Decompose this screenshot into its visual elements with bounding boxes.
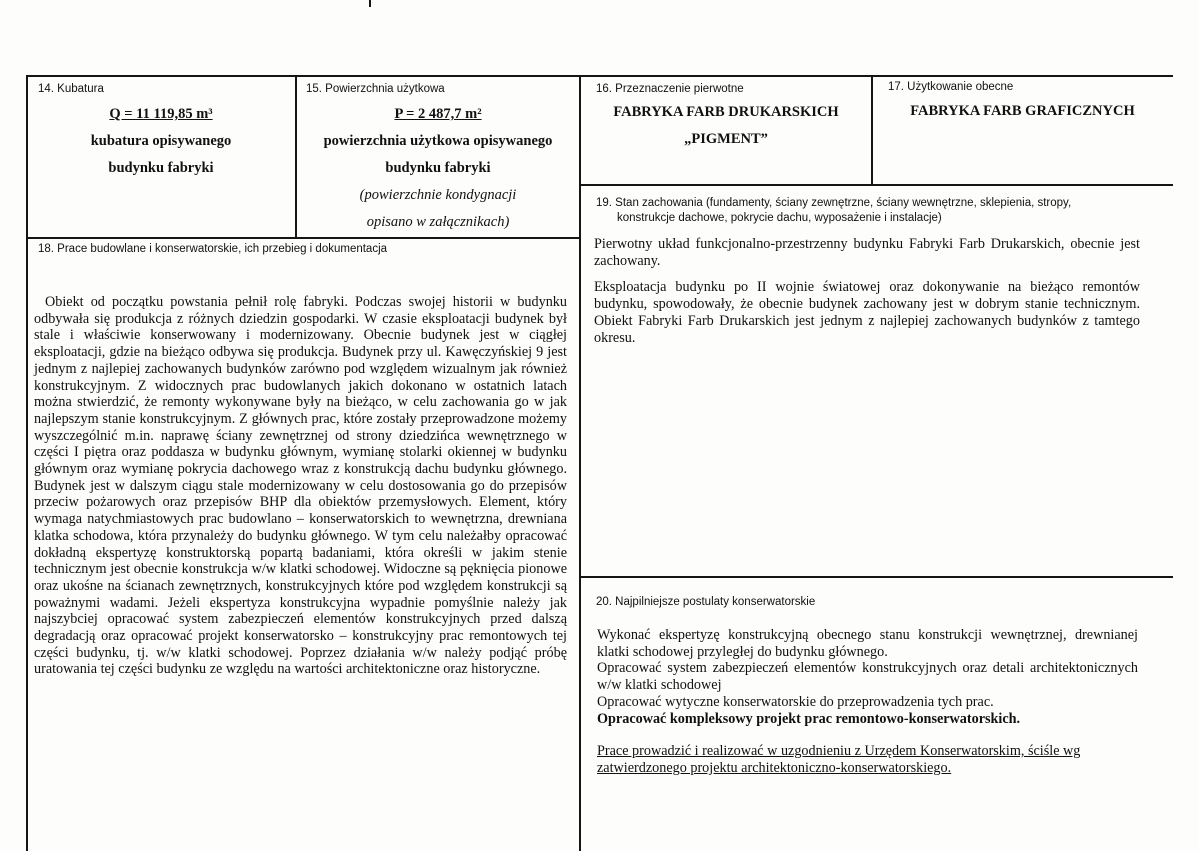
area-note-line2: opisano w załącznikach) xyxy=(366,214,510,230)
section-19-label-line1: 19. Stan zachowania (fundamenty, ściany zewnętrzne, ściany wewnętrzne, sklepienia, stropy, xyxy=(596,197,1072,209)
grid-left-mid-line xyxy=(26,237,581,239)
preservation-para1: Pierwotny układ funkcjonalno-przestrzenny budynku Fabryki Farb Drukarskich, obecnie jest zachowany. xyxy=(594,236,1140,269)
section-14-label: 14. Kubatura xyxy=(38,83,104,95)
original-purpose-line1: FABRYKA FARB DRUKARSKICH xyxy=(613,104,839,120)
cubature-value: Q = 11 119,85 m³ xyxy=(109,106,213,122)
grid-right-lower-line xyxy=(579,576,1173,578)
section-17-cell xyxy=(874,98,1171,125)
section-20-label: 20. Najpilniejsze postulaty konserwatorskie xyxy=(596,596,816,608)
area-note-line1: (powierzchnie kondygnacji xyxy=(359,187,517,203)
postulate-item3: Opracować wytyczne konserwatorskie do przeprowadzenia tych prac. xyxy=(597,693,994,710)
section-15-label: 15. Powierzchnia użytkowa xyxy=(306,83,445,95)
grid-left-border xyxy=(26,75,28,851)
grid-divider-14-15 xyxy=(295,75,297,237)
top-tick xyxy=(369,0,371,7)
grid-center-divider xyxy=(579,75,581,851)
original-purpose-line2: „PIGMENT” xyxy=(684,131,768,147)
grid-right-mid-line xyxy=(579,184,1173,186)
section-17-label: 17. Użytkowanie obecne xyxy=(888,81,1014,93)
postulate-closing: Prace prowadzić i realizować w uzgodnieniu z Urzędem Konserwatorskim, ściśle wg zatwierdzonego projektu architektoniczno-konserwatorskiego. xyxy=(597,743,1081,776)
section-16-cell xyxy=(583,99,869,153)
construction-works-text: Obiekt od początku powstania pełnił rolę fabryki. Podczas swojej historii w budynku odbywała się produkcja z różnych dziedzin gospodarki. W czasie eksploatacji budynek był stale i właściwie konserwowany i modernizowany. Obecnie budynek jest w ciągłej eksploatacji, gdzie na bieżąco odbywa się produkcja. Budynek przy ul. Kawęczyńskiej 9 jest jednym z najlepiej zachowanych budynków zarówno pod względem wizualnym jak również konstrukcyjnym. Z widocznych prac budowlanych jakich dokonano w ostatnich latach można stwierdzić, że remonty wykonywane były na bieżąco, w celu zachowania go w jak najlepszym stanie konstrukcyjnym. Z głównych prac, które zostały przeprowadzone możemy wyszczególnić m.in. naprawę ściany zewnętrznej od strony dziedzińca wewnętrznego w części I piętra oraz poddasza w budynku głównym, wymianę stolarki okiennej w budynku głównym oraz wymianę pokrycia dachowego wraz z konstrukcją dachu budynku głównego. Budynek jest w dalszym ciągu stale modernizowany w celu dostosowania go do przepisów przeciw pożarowych oraz przepisów BHP dla obiektów przemysłowych. Element, który wymaga natychmiastowych prac budowlano – konserwatorskich to wewnętrzna, drewniana klatka schodowa, która przynależy do budynku głównego. W tym celu należałby opracować dokładną ekspertyzę konstruktorską popartą badaniami, która określi w jakim stenie technicznym jest obecnie konstrukcja w/w klatki schodowej. Widoczne są pęknięcia pionowe oraz ukośne na ścianach zewnętrznych, konstrukcyjnych które pod względem konstrukcji są poważnymi wadami. Jeżeli ekspertyza konstrukcyjna wypadnie pomyślnie należy jak najszybciej opracować system zabezpieczeń elementów konstrukcyjnych przed dalszą degradacją oraz opracować projekt konserwatorsko – konstrukcyjny prac remontowych tej części budynku, tj. w/w klatki schodowej. Poprzez działania w/w należy podjąć próbę uratowania tej części budynku ze względu na wartości architektoniczne oraz historyczne. xyxy=(34,294,567,678)
postulate-item4: Opracować kompleksowy projekt prac remontowo-konserwatorskich. xyxy=(597,710,1021,727)
postulate-item1: Wykonać ekspertyzę konstrukcyjną obecnego stanu konstrukcji wewnętrznej, drewnianej klatki schodowej przyległej do budynku głównego. xyxy=(597,627,1138,660)
section-19-body xyxy=(594,236,1140,346)
section-20-body xyxy=(597,627,1138,777)
cubature-desc-line1: kubatura opisywanego xyxy=(90,133,232,149)
cubature-desc-line2: budynku fabryki xyxy=(108,160,214,176)
section-19-label-line2: konstrukcje dachowe, pokrycie dachu, wyposażenie i instalacje) xyxy=(617,212,942,224)
grid-divider-16-17 xyxy=(871,75,873,185)
area-value: P = 2 487,7 m² xyxy=(394,106,482,122)
section-15-cell xyxy=(298,101,578,236)
area-desc-line1: powierzchnia użytkowa opisywanego xyxy=(323,133,553,149)
current-use-value: FABRYKA FARB GRAFICZNYCH xyxy=(910,103,1135,119)
section-18-body xyxy=(34,294,567,678)
section-14-cell xyxy=(30,101,292,182)
preservation-para2: Eksploatacja budynku po II wojnie światowej oraz dokonywanie na bieżąco remontów budynku, spowodowały, że obecnie budynek zachowany jest w dobrym stanie technicznym. Obiekt Fabryki Farb Drukarskich jest jednym z najlepiej zachowanych budynków z tamtego okresu. xyxy=(594,279,1140,346)
section-18-label: 18. Prace budowlane i konserwatorskie, ich przebieg i dokumentacja xyxy=(38,243,388,255)
grid-top-line xyxy=(26,75,1173,77)
postulate-item2: Opracować system zabezpieczeń elementów konstrukcyjnych oraz detali architektonicznych w/w klatki schodowej xyxy=(597,660,1138,694)
section-16-label: 16. Przeznaczenie pierwotne xyxy=(596,83,744,95)
area-desc-line2: budynku fabryki xyxy=(385,160,491,176)
